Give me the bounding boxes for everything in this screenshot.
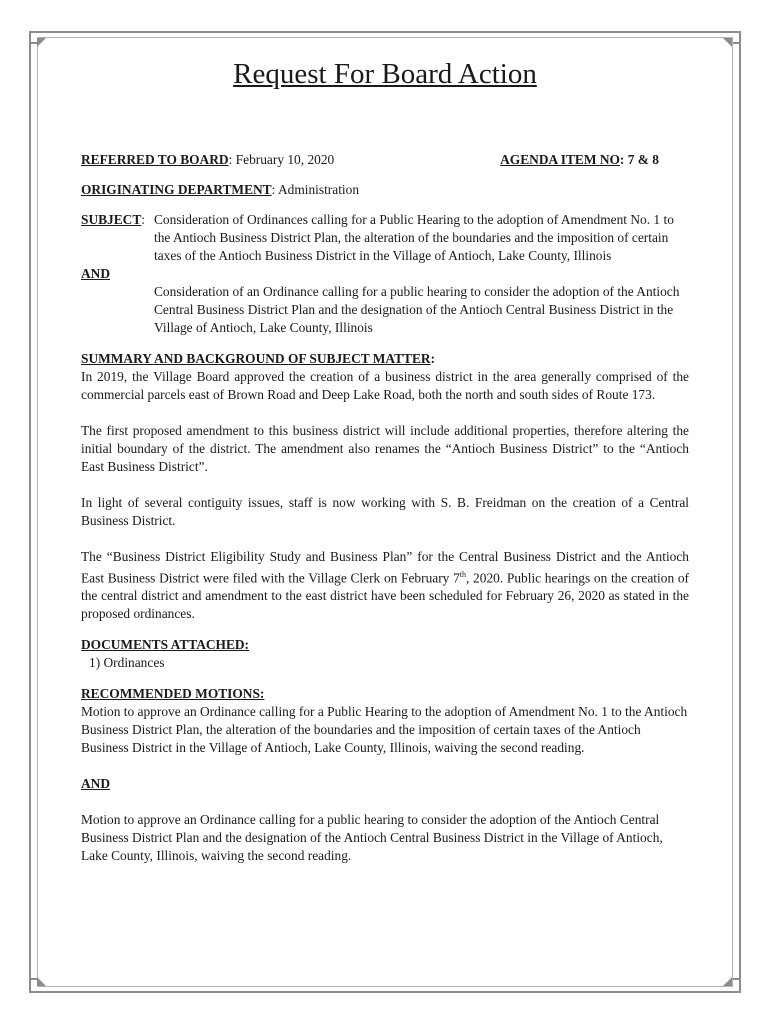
- subject-and-label: AND: [81, 266, 111, 281]
- originating-department: ORIGINATING DEPARTMENT: Administration: [81, 182, 360, 197]
- referral-row: [81, 151, 689, 169]
- dept-label: ORIGINATING DEPARTMENT: [81, 182, 272, 197]
- border-tick: [29, 978, 37, 980]
- border-tick: [29, 42, 37, 44]
- summary-section: SUMMARY AND BACKGROUND OF SUBJECT MATTER: In 2019, the Village Board approved the creation of a business district in the area generally comprised of the commercial parcels east of Brown Road and Deep Lake Road, both the north and south sides of Route 173. The first proposed amendment to this business district will include additional properties, therefore altering the initial boundary of the district. The amendment also renames the “Antioch Business District” to the “Antioch East Business District”. In light of several contiguity issues, staff is now working with S. B. Freidman on the creation of a Central Business District. The “Business District Eligibility Study and Business Plan” for the Central Business District and the Antioch East Business District were filed with the Village Clerk on February 7th, 2020. Public hearings on the creation of the central district and amendment to the east district have been scheduled for February 26, 2020 as stated in the proposed ordinances.: [81, 351, 689, 622]
- referred-to-board: REFERRED TO BOARD: February 10, 2020: [81, 152, 335, 167]
- corner-ornament-top-left: [37, 38, 46, 47]
- agenda-value: 7 & 8: [627, 152, 659, 167]
- referred-date: February 10, 2020: [235, 152, 335, 167]
- referred-label: REFERRED TO BOARD: [81, 152, 229, 167]
- summary-paragraph-1: In 2019, the Village Board approved the creation of a business district in the area generally comprised of the commercial parcels east of Brown Road and Deep Lake Road, both the north and south sides of Route 173.: [81, 369, 689, 402]
- subject-text-2: Consideration of an Ordinance calling for a public hearing to consider the adoption of the Antioch Central Business District Plan and the designation of the Antioch Central Business District in the Village of Antioch, Lake County, Illinois: [154, 284, 680, 335]
- corner-ornament-top-right: [723, 38, 732, 47]
- summary-paragraph-3: In light of several contiguity issues, staff is now working with S. B. Freidman on the creation of a Central Business District.: [81, 495, 689, 528]
- motions-section: [81, 685, 689, 865]
- corner-ornament-bottom-left: [37, 977, 46, 986]
- dept-value: Administration: [277, 182, 360, 197]
- documents-list-item: 1) Ordinances: [89, 655, 165, 671]
- motion-1: Motion to approve an Ordinance calling for a Public Hearing to the adoption of Amendment No. 1 to the Antioch Business District Plan, the alteration of the boundaries and the imposition of certain taxes of the Antioch Business District in the Village of Antioch, Lake County, Illinois, waiving the second reading.: [81, 704, 688, 756]
- corner-ornament-bottom-right: [723, 977, 732, 986]
- summary-heading: SUMMARY AND BACKGROUND OF SUBJECT MATTER: [81, 351, 431, 366]
- summary-paragraph-2: The first proposed amendment to this business district will include additional properties, therefore altering the initial boundary of the district. The amendment also renames the “Antioch Business District” to the “Antioch East Business District”.: [81, 423, 689, 474]
- motions-and-label: AND: [81, 776, 111, 792]
- subject-block: SUBJECT: Consideration of Ordinances calling for a Public Hearing to the adoption of Amendment No. 1 to the Antioch Business District Plan, the alteration of the boundaries and the imposition of certain taxes of the Antioch Business District in the Village of Antioch, Lake County, Illinois: [81, 211, 689, 265]
- subject-text-1: Consideration of Ordinances calling for a Public Hearing to the adoption of Amendment No. 1 to the Antioch Business District Plan, the alteration of the boundaries and the imposition of certain taxes of the Antioch Business District in the Village of Antioch, Lake County, Illinois: [154, 212, 674, 263]
- agenda-item: AGENDA ITEM NO: 7 & 8: [500, 152, 659, 167]
- motions-heading: RECOMMENDED MOTIONS:: [81, 686, 265, 702]
- documents-section: [81, 636, 689, 672]
- subject-label: SUBJECT: [81, 212, 142, 227]
- border-tick: [733, 42, 741, 44]
- documents-heading: DOCUMENTS ATTACHED:: [81, 637, 250, 653]
- summary-paragraph-4: The “Business District Eligibility Study and Business Plan” for the Central Business District and the Antioch East Business District were filed with the Village Clerk on February 7th, 2020. Public hearings on the creation of the central district and amendment to the east district have been scheduled for February 26, 2020 as stated in the proposed ordinances.: [81, 549, 689, 622]
- motion-2: Motion to approve an Ordinance calling for a public hearing to consider the adoption of the Antioch Central Business District Plan and the designation of the Antioch Central Business District in the Village of Antioch, Lake County, Illinois, waiving the second reading.: [81, 812, 663, 864]
- border-tick: [733, 978, 741, 980]
- document-body: [81, 58, 689, 865]
- document-title: Request For Board Action: [233, 58, 537, 90]
- agenda-label: AGENDA ITEM NO: [500, 152, 620, 167]
